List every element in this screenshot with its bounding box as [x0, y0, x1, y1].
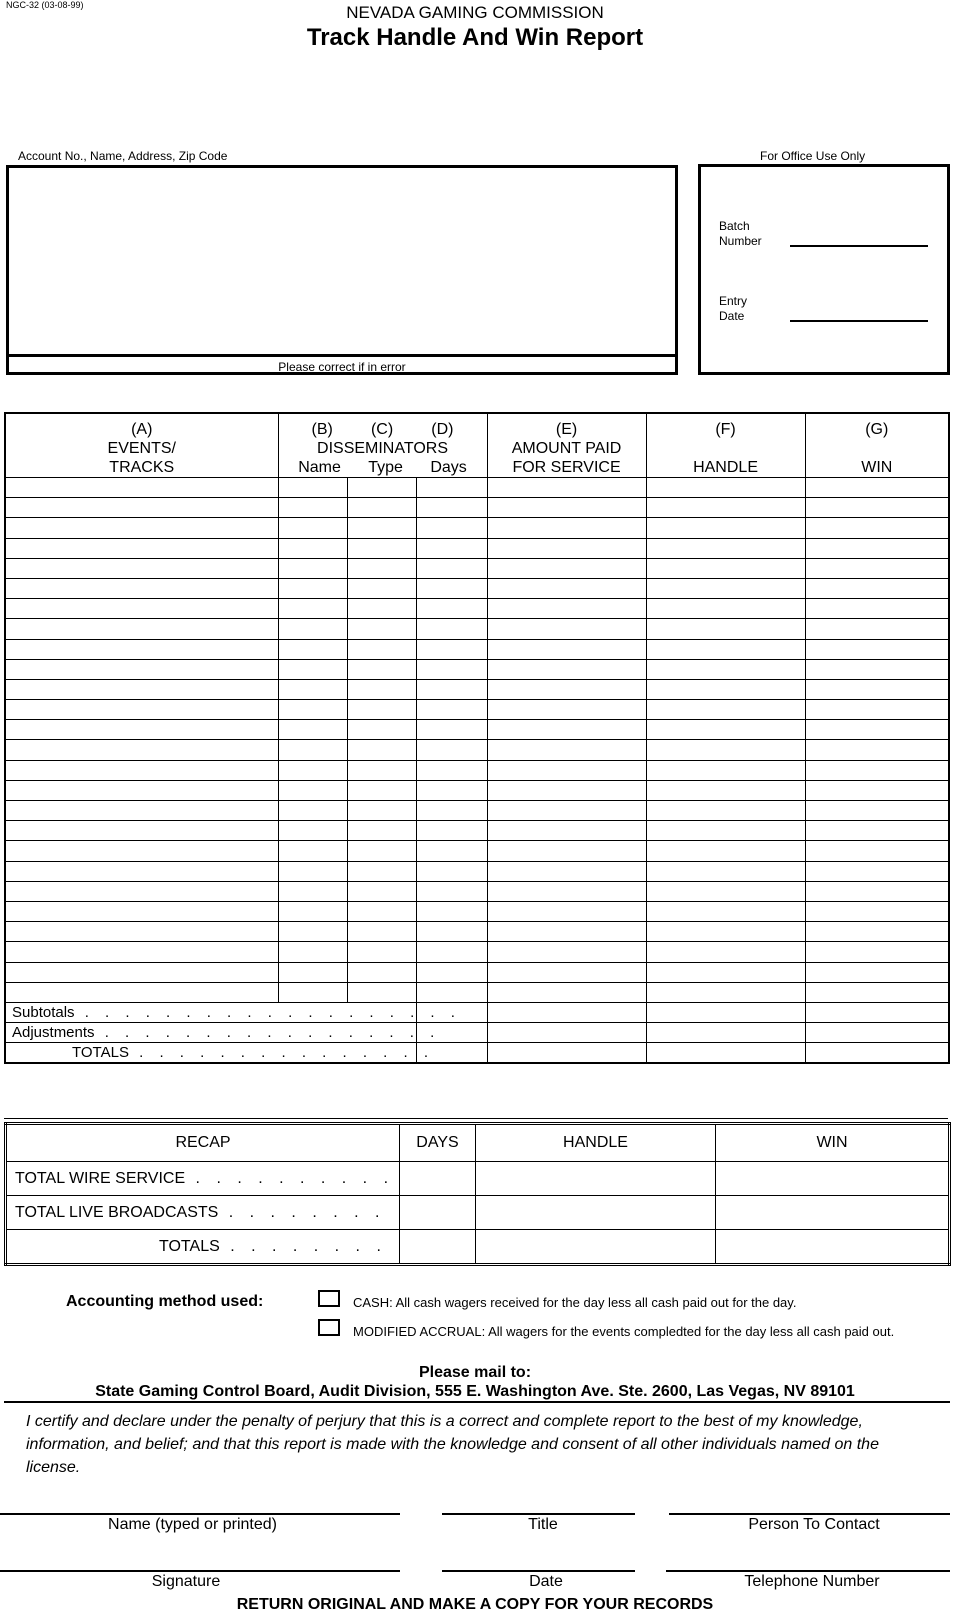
- event-track-cell[interactable]: [5, 619, 278, 639]
- disseminator-name-cell[interactable]: [278, 558, 347, 578]
- col-bcd-header: [278, 413, 487, 478]
- col-c-name: Type: [368, 459, 403, 476]
- table-row: [5, 679, 949, 699]
- disseminator-type-cell[interactable]: [347, 841, 416, 861]
- recap-win-header: WIN: [716, 1124, 950, 1162]
- table-row: [5, 619, 949, 639]
- win-cell[interactable]: [805, 720, 949, 740]
- date-label: Date: [529, 1573, 563, 1590]
- event-track-cell[interactable]: [5, 700, 278, 720]
- handle-cell[interactable]: [646, 821, 805, 841]
- win-cell[interactable]: [805, 578, 949, 598]
- event-track-cell[interactable]: [5, 639, 278, 659]
- table-row: [5, 881, 949, 901]
- amount-paid-cell[interactable]: [487, 901, 646, 921]
- phone-label: Telephone Number: [744, 1573, 880, 1590]
- totals-label: TOTALS: [72, 1044, 129, 1062]
- win-cell[interactable]: [805, 801, 949, 821]
- adjustments-handle[interactable]: [646, 1023, 805, 1043]
- win-cell[interactable]: [805, 881, 949, 901]
- table-row: [5, 861, 949, 881]
- disseminator-type-cell[interactable]: [347, 982, 416, 1002]
- amount-paid-cell[interactable]: [487, 659, 646, 679]
- days-cell[interactable]: [416, 538, 487, 558]
- subtotals-label: Subtotals: [12, 1003, 75, 1021]
- disseminator-name-cell[interactable]: [278, 780, 347, 800]
- event-track-cell[interactable]: [5, 679, 278, 699]
- handle-cell[interactable]: [646, 942, 805, 962]
- col-d-name: Days: [430, 459, 467, 476]
- disseminator-name-cell[interactable]: [278, 639, 347, 659]
- disseminator-name-cell[interactable]: [278, 881, 347, 901]
- page-title: Track Handle And Win Report: [306, 24, 644, 51]
- batch-number-field[interactable]: [790, 245, 928, 247]
- wire-win-field[interactable]: [716, 1162, 950, 1196]
- col-e-header: (E) AMOUNT PAID FOR SERVICE: [487, 413, 646, 478]
- disseminator-type-cell[interactable]: [347, 801, 416, 821]
- disseminator-type-cell[interactable]: [347, 659, 416, 679]
- win-cell[interactable]: [805, 619, 949, 639]
- table-row: [5, 982, 949, 1002]
- days-cell[interactable]: [416, 780, 487, 800]
- amount-paid-cell[interactable]: [487, 599, 646, 619]
- entry-date-label: Entry Date: [719, 294, 748, 323]
- adjustments-row: Adjustments . . . . . . . . . . . . . . . . .: [5, 1023, 949, 1043]
- col-c-letter: (C): [370, 421, 394, 438]
- wire-days-field[interactable]: [400, 1162, 476, 1196]
- win-cell[interactable]: [805, 740, 949, 760]
- disseminator-name-cell[interactable]: [278, 700, 347, 720]
- subtotals-row: Subtotals . . . . . . . . . . . . . . . . . . .: [5, 1002, 949, 1022]
- event-track-cell[interactable]: [5, 558, 278, 578]
- mail-heading: Please mail to:: [418, 1364, 532, 1381]
- table-row: [5, 558, 949, 578]
- disseminator-type-cell[interactable]: [347, 901, 416, 921]
- event-track-cell[interactable]: [5, 801, 278, 821]
- name-label: Name (typed or printed): [108, 1516, 277, 1533]
- win-cell[interactable]: [805, 861, 949, 881]
- handle-cell[interactable]: [646, 962, 805, 982]
- event-track-cell[interactable]: [5, 982, 278, 1002]
- handle-cell[interactable]: [646, 558, 805, 578]
- table-row: [5, 841, 949, 861]
- handle-cell[interactable]: [646, 982, 805, 1002]
- days-cell[interactable]: [416, 881, 487, 901]
- table-row: [5, 821, 949, 841]
- amount-paid-cell[interactable]: [487, 679, 646, 699]
- days-cell[interactable]: [416, 498, 487, 518]
- recap-totals-row: TOTALS . . . . . . . .: [6, 1230, 950, 1265]
- title-label: Title: [528, 1516, 558, 1533]
- win-cell[interactable]: [805, 700, 949, 720]
- disseminator-name-cell[interactable]: [278, 861, 347, 881]
- disseminator-type-cell[interactable]: [347, 558, 416, 578]
- account-correction-note: Please correct if in error: [278, 360, 406, 374]
- amount-paid-cell[interactable]: [487, 700, 646, 720]
- disseminator-name-cell[interactable]: [278, 518, 347, 538]
- table-row: [5, 801, 949, 821]
- days-cell[interactable]: [416, 659, 487, 679]
- batch-number-label: Batch Number: [719, 219, 762, 248]
- col-d-letter: (D): [431, 421, 454, 438]
- event-track-cell[interactable]: [5, 538, 278, 558]
- recap-live-row: TOTAL LIVE BROADCASTS . . . . . . . .: [6, 1196, 950, 1230]
- disseminator-name-cell[interactable]: [278, 821, 347, 841]
- handle-cell[interactable]: [646, 700, 805, 720]
- disseminator-type-cell[interactable]: [347, 619, 416, 639]
- win-cell[interactable]: [805, 518, 949, 538]
- event-track-cell[interactable]: [5, 599, 278, 619]
- amount-paid-cell[interactable]: [487, 639, 646, 659]
- amount-paid-cell[interactable]: [487, 720, 646, 740]
- amount-paid-cell[interactable]: [487, 881, 646, 901]
- recap-totals-win-field[interactable]: [716, 1230, 950, 1265]
- col-a-header: (A) EVENTS/ TRACKS: [5, 413, 278, 478]
- event-track-cell[interactable]: [5, 659, 278, 679]
- win-cell[interactable]: [805, 780, 949, 800]
- disseminator-type-cell[interactable]: [347, 922, 416, 942]
- table-row: [5, 498, 949, 518]
- adjustments-label: Adjustments: [12, 1024, 95, 1042]
- disseminator-name-cell[interactable]: [278, 801, 347, 821]
- live-handle-field[interactable]: [476, 1196, 716, 1230]
- disseminator-name-cell[interactable]: [278, 942, 347, 962]
- recap-table: [4, 1122, 951, 1266]
- event-track-cell[interactable]: [5, 861, 278, 881]
- days-cell[interactable]: [416, 639, 487, 659]
- days-cell[interactable]: [416, 821, 487, 841]
- handle-cell[interactable]: [646, 861, 805, 881]
- account-label: Account No., Name, Address, Zip Code: [18, 149, 228, 163]
- totals-win[interactable]: [805, 1043, 949, 1064]
- handle-cell[interactable]: [646, 881, 805, 901]
- disseminator-name-cell[interactable]: [278, 740, 347, 760]
- mail-rule: [4, 1401, 950, 1403]
- event-track-cell[interactable]: [5, 478, 278, 498]
- days-cell[interactable]: [416, 720, 487, 740]
- events-table: [4, 412, 950, 1064]
- recap-totals-days-field[interactable]: [400, 1230, 476, 1265]
- days-cell[interactable]: [416, 841, 487, 861]
- days-cell[interactable]: [416, 599, 487, 619]
- event-track-cell[interactable]: [5, 498, 278, 518]
- recap-header: RECAP: [6, 1124, 400, 1162]
- table-row: [5, 659, 949, 679]
- disseminator-type-cell[interactable]: [347, 578, 416, 598]
- subtotals-win[interactable]: [805, 1002, 949, 1022]
- days-cell[interactable]: [416, 982, 487, 1002]
- event-track-cell[interactable]: [5, 841, 278, 861]
- win-cell[interactable]: [805, 841, 949, 861]
- event-track-cell[interactable]: [5, 760, 278, 780]
- disseminator-name-cell[interactable]: [278, 619, 347, 639]
- win-cell[interactable]: [805, 942, 949, 962]
- totals-amount[interactable]: [487, 1043, 646, 1064]
- amount-paid-cell[interactable]: [487, 922, 646, 942]
- amount-paid-cell[interactable]: [487, 982, 646, 1002]
- disseminator-name-cell[interactable]: [278, 901, 347, 921]
- win-cell[interactable]: [805, 760, 949, 780]
- office-use-box: [698, 164, 950, 375]
- days-cell[interactable]: [416, 942, 487, 962]
- disseminator-type-cell[interactable]: [347, 518, 416, 538]
- amount-paid-cell[interactable]: [487, 942, 646, 962]
- days-cell[interactable]: [416, 679, 487, 699]
- days-cell[interactable]: [416, 760, 487, 780]
- amount-paid-cell[interactable]: [487, 801, 646, 821]
- event-track-cell[interactable]: [5, 901, 278, 921]
- disseminator-type-cell[interactable]: [347, 498, 416, 518]
- disseminator-name-cell[interactable]: [278, 760, 347, 780]
- disseminator-name-cell[interactable]: [278, 720, 347, 740]
- recap-totals-handle-field[interactable]: [476, 1230, 716, 1265]
- win-cell[interactable]: [805, 821, 949, 841]
- recap-header-row: [6, 1124, 950, 1162]
- live-win-field[interactable]: [716, 1196, 950, 1230]
- subtotals-amount[interactable]: [487, 1002, 646, 1022]
- handle-cell[interactable]: [646, 498, 805, 518]
- event-track-cell[interactable]: [5, 518, 278, 538]
- disseminator-type-cell[interactable]: [347, 599, 416, 619]
- totals-handle[interactable]: [646, 1043, 805, 1064]
- subtotals-handle[interactable]: [646, 1002, 805, 1022]
- entry-date-field[interactable]: [790, 320, 928, 322]
- win-cell[interactable]: [805, 538, 949, 558]
- handle-cell[interactable]: [646, 740, 805, 760]
- days-cell[interactable]: [416, 478, 487, 498]
- win-cell[interactable]: [805, 498, 949, 518]
- handle-cell[interactable]: [646, 478, 805, 498]
- amount-paid-cell[interactable]: [487, 780, 646, 800]
- table-row: [5, 760, 949, 780]
- amount-paid-cell[interactable]: [487, 538, 646, 558]
- phone-line[interactable]: [666, 1570, 950, 1572]
- office-label: For Office Use Only: [760, 149, 866, 163]
- disseminator-type-cell[interactable]: [347, 478, 416, 498]
- handle-cell[interactable]: [646, 659, 805, 679]
- event-track-cell[interactable]: [5, 962, 278, 982]
- disseminator-name-cell[interactable]: [278, 962, 347, 982]
- disseminator-type-cell[interactable]: [347, 881, 416, 901]
- name-line[interactable]: [0, 1513, 400, 1515]
- disseminator-type-cell[interactable]: [347, 538, 416, 558]
- days-cell[interactable]: [416, 962, 487, 982]
- date-line[interactable]: [442, 1570, 635, 1572]
- disseminator-type-cell[interactable]: [347, 740, 416, 760]
- handle-cell[interactable]: [646, 801, 805, 821]
- disseminator-name-cell[interactable]: [278, 498, 347, 518]
- disseminator-type-cell[interactable]: [347, 861, 416, 881]
- account-divider: [9, 354, 675, 357]
- footer-note: RETURN ORIGINAL AND MAKE A COPY FOR YOUR RECORDS: [236, 1596, 714, 1613]
- certification-text: I certify and declare under the penalty of perjury that this is a correct and complete report to the best of my knowledge, information, and belief; and that this report is made with the knowledge and consent of all other individuals named on the license.: [26, 1413, 879, 1476]
- event-track-cell[interactable]: [5, 720, 278, 740]
- win-cell[interactable]: [805, 982, 949, 1002]
- accrual-option-text: MODIFIED ACCRUAL: All wagers for the events compledted for the day less all cash paid out.: [353, 1324, 895, 1339]
- disseminator-name-cell[interactable]: [278, 599, 347, 619]
- event-track-cell[interactable]: [5, 821, 278, 841]
- win-cell[interactable]: [805, 679, 949, 699]
- disseminator-type-cell[interactable]: [347, 821, 416, 841]
- accounting-method-label: Accounting method used:: [66, 1293, 264, 1310]
- handle-cell[interactable]: [646, 599, 805, 619]
- table-row: [5, 518, 949, 538]
- handle-cell[interactable]: [646, 578, 805, 598]
- disseminator-name-cell[interactable]: [278, 538, 347, 558]
- table-row: [5, 578, 949, 598]
- disseminator-name-cell[interactable]: [278, 679, 347, 699]
- handle-cell[interactable]: [646, 518, 805, 538]
- disseminator-type-cell[interactable]: [347, 962, 416, 982]
- table-row: [5, 478, 949, 498]
- days-cell[interactable]: [416, 922, 487, 942]
- contact-line[interactable]: [669, 1513, 950, 1515]
- table-row: [5, 740, 949, 760]
- cash-option-text: CASH: All cash wagers received for the day less all cash paid out for the day.: [353, 1295, 797, 1310]
- col-f-header: (F) HANDLE: [646, 413, 805, 478]
- disseminator-name-cell[interactable]: [278, 578, 347, 598]
- amount-paid-cell[interactable]: [487, 578, 646, 598]
- win-cell[interactable]: [805, 478, 949, 498]
- handle-cell[interactable]: [646, 619, 805, 639]
- accrual-checkbox[interactable]: [318, 1319, 340, 1336]
- win-cell[interactable]: [805, 901, 949, 921]
- days-cell[interactable]: [416, 700, 487, 720]
- agency-name: NEVADA GAMING COMMISSION: [346, 3, 604, 22]
- recap-wire-row: TOTAL WIRE SERVICE . . . . . . . . . .: [6, 1162, 950, 1196]
- table-row: [5, 599, 949, 619]
- amount-paid-cell[interactable]: [487, 518, 646, 538]
- disseminator-name-cell[interactable]: [278, 659, 347, 679]
- handle-cell[interactable]: [646, 639, 805, 659]
- signature-line[interactable]: [0, 1570, 400, 1572]
- disseminator-type-cell[interactable]: [347, 780, 416, 800]
- adjustments-amount[interactable]: [487, 1023, 646, 1043]
- win-cell[interactable]: [805, 659, 949, 679]
- mail-address: State Gaming Control Board, Audit Division, 555 E. Washington Ave. Ste. 2600, Las Vegas, NV 89101: [95, 1383, 855, 1400]
- amount-paid-cell[interactable]: [487, 861, 646, 881]
- event-track-cell[interactable]: [5, 942, 278, 962]
- disseminator-name-cell[interactable]: [278, 922, 347, 942]
- table-row: [5, 901, 949, 921]
- table-header-row: [5, 413, 949, 478]
- handle-cell[interactable]: [646, 679, 805, 699]
- win-cell[interactable]: [805, 558, 949, 578]
- event-track-cell[interactable]: [5, 740, 278, 760]
- disseminator-type-cell[interactable]: [347, 639, 416, 659]
- recap-top-rule: [4, 1118, 948, 1119]
- event-track-cell[interactable]: [5, 578, 278, 598]
- days-cell[interactable]: [416, 558, 487, 578]
- live-broadcasts-label: TOTAL LIVE BROADCASTS: [15, 1203, 219, 1221]
- table-row: [5, 720, 949, 740]
- adjustments-win[interactable]: [805, 1023, 949, 1043]
- amount-paid-cell[interactable]: [487, 619, 646, 639]
- contact-label: Person To Contact: [748, 1516, 880, 1533]
- signature-label: Signature: [151, 1573, 221, 1590]
- win-cell[interactable]: [805, 962, 949, 982]
- table-row: [5, 962, 949, 982]
- days-cell[interactable]: [416, 578, 487, 598]
- days-cell[interactable]: [416, 518, 487, 538]
- account-box[interactable]: [6, 165, 678, 375]
- disseminator-name-cell[interactable]: [278, 841, 347, 861]
- disseminator-name-cell[interactable]: [278, 982, 347, 1002]
- wire-service-label: TOTAL WIRE SERVICE: [15, 1169, 186, 1187]
- amount-paid-cell[interactable]: [487, 821, 646, 841]
- win-cell[interactable]: [805, 922, 949, 942]
- table-row: [5, 780, 949, 800]
- handle-cell[interactable]: [646, 720, 805, 740]
- col-b-letter: (B): [311, 421, 333, 438]
- win-cell[interactable]: [805, 599, 949, 619]
- disseminator-type-cell[interactable]: [347, 760, 416, 780]
- recap-days-header: DAYS: [400, 1124, 476, 1162]
- title-line[interactable]: [442, 1513, 635, 1515]
- cash-checkbox[interactable]: [318, 1290, 340, 1307]
- col-g-header: (G) WIN: [805, 413, 949, 478]
- amount-paid-cell[interactable]: [487, 498, 646, 518]
- disseminator-type-cell[interactable]: [347, 679, 416, 699]
- handle-cell[interactable]: [646, 780, 805, 800]
- recap-totals-label: TOTALS: [159, 1237, 220, 1255]
- handle-cell[interactable]: [646, 841, 805, 861]
- amount-paid-cell[interactable]: [487, 841, 646, 861]
- table-row: [5, 639, 949, 659]
- amount-paid-cell[interactable]: [487, 740, 646, 760]
- disseminator-type-cell[interactable]: [347, 942, 416, 962]
- amount-paid-cell[interactable]: [487, 962, 646, 982]
- event-track-cell[interactable]: [5, 780, 278, 800]
- disseminators-label: DISSEMINATORS: [317, 440, 448, 457]
- event-track-cell[interactable]: [5, 922, 278, 942]
- table-row: [5, 942, 949, 962]
- days-cell[interactable]: [416, 619, 487, 639]
- form-code: NGC-32 (03-08-99): [6, 0, 84, 10]
- handle-cell[interactable]: [646, 901, 805, 921]
- table-row: [5, 700, 949, 720]
- days-cell[interactable]: [416, 901, 487, 921]
- disseminator-name-cell[interactable]: [278, 478, 347, 498]
- event-track-cell[interactable]: [5, 881, 278, 901]
- totals-row: TOTALS . . . . . . . . . . . . . . .: [5, 1043, 949, 1064]
- days-cell[interactable]: [416, 801, 487, 821]
- col-b-name: Name: [298, 459, 341, 476]
- disseminator-type-cell[interactable]: [347, 720, 416, 740]
- disseminator-type-cell[interactable]: [347, 700, 416, 720]
- table-row: [5, 538, 949, 558]
- win-cell[interactable]: [805, 639, 949, 659]
- amount-paid-cell[interactable]: [487, 558, 646, 578]
- handle-cell[interactable]: [646, 538, 805, 558]
- handle-cell[interactable]: [646, 922, 805, 942]
- table-row: [5, 922, 949, 942]
- handle-cell[interactable]: [646, 760, 805, 780]
- days-cell[interactable]: [416, 740, 487, 760]
- amount-paid-cell[interactable]: [487, 478, 646, 498]
- wire-handle-field[interactable]: [476, 1162, 716, 1196]
- recap-handle-header: HANDLE: [476, 1124, 716, 1162]
- live-days-field[interactable]: [400, 1196, 476, 1230]
- days-cell[interactable]: [416, 861, 487, 881]
- amount-paid-cell[interactable]: [487, 760, 646, 780]
